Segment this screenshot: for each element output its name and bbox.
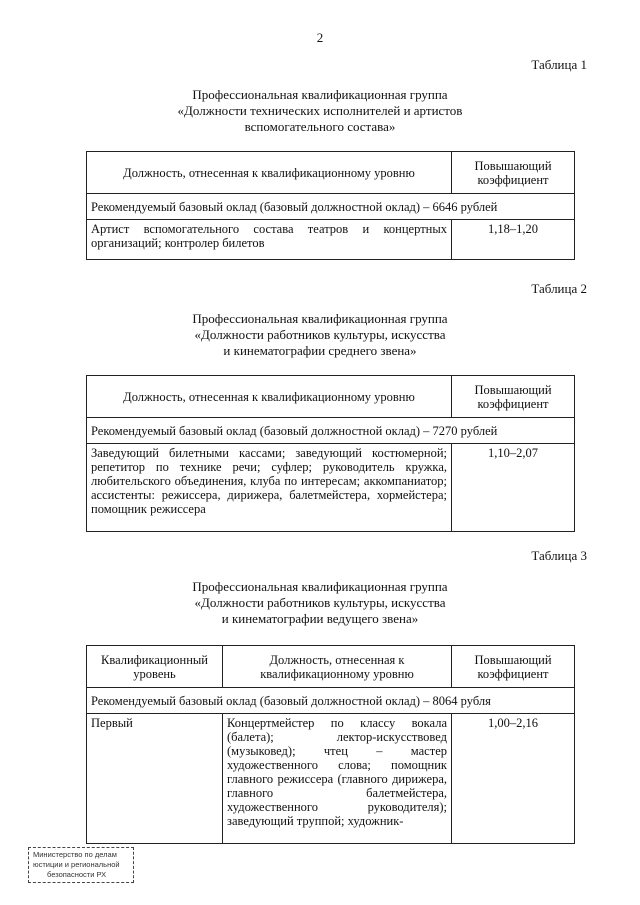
header-position-line: квалификационному уровню [260,666,414,681]
registration-stamp [28,847,134,883]
header-coef-line: коэффициент [477,396,549,411]
table-2-position-cell: Заведующий билетными кассами; заведующий костюмерной; репетитор по технике речи; суфлер; руководитель кружка, любительского объединения, клуба по интересам; аккомпаниатор; ассистенты: режиссера, дирижера, балетмейстера, хормейстера; помощник режиссера [87,444,452,532]
table-2-title-line: Профессиональная квалификационная группа [192,311,448,326]
header-coef-line: Повышающий [474,652,552,667]
stamp-line: безопасности РХ [47,870,107,879]
table-1-title-line: Профессиональная квалификационная группа [192,87,448,102]
table-2-title [120,311,520,359]
table-1-label: Таблица 1 [531,57,587,72]
table-2-title-line: «Должности работников культуры, искусства [194,327,446,342]
stamp-line: Министерство по делам [33,850,117,859]
header-coef-line: Повышающий [474,158,552,173]
table-2-label: Таблица 2 [531,281,587,296]
table-2 [86,375,575,532]
table-1-coef-cell: 1,18–1,20 [452,220,575,260]
table-2-title-line: и кинематографии среднего звена» [223,343,417,358]
header-position-line: Должность, отнесенная к [269,652,405,667]
table-1-header-coef [452,152,575,194]
table-1 [86,151,575,260]
table-3-salary-row: Рекомендуемый базовый оклад (базовый должностной оклад) – 8064 рубля [87,688,575,714]
table-3-header-coef [452,646,575,688]
table-3-level-cell: Первый [87,714,223,844]
table-2-salary-row: Рекомендуемый базовый оклад (базовый должностной оклад) – 7270 рублей [87,418,575,444]
table-3-title-line: Профессиональная квалификационная группа [192,579,448,594]
table-2-header-coef [452,376,575,418]
table-3-coef-cell: 1,00–2,16 [452,714,575,844]
table-2-coef-cell: 1,10–2,07 [452,444,575,532]
table-1-title [120,87,520,135]
table-3-position-cell: Концертмейстер по классу вокала (балета); лектор-искусствовед (музыковед); чтец – мастер художественного слова; помощник главного режиссера (главного дирижера, главного балетмейстера, художественного руководителя); заведующий труппой; художник- [223,714,452,844]
table-3-header-position [223,646,452,688]
page-number: 2 [316,30,324,45]
table-3-title [120,579,520,627]
table-1-header-position: Должность, отнесенная к квалификационному уровню [87,152,452,194]
table-3-title-line: «Должности работников культуры, искусства [194,595,446,610]
header-coef-line: коэффициент [477,172,549,187]
table-2-header-position: Должность, отнесенная к квалификационному уровню [87,376,452,418]
table-1-title-line: «Должности технических исполнителей и артистов [177,103,463,118]
header-coef-line: Повышающий [474,382,552,397]
stamp-line: юстиции и региональной [33,860,120,869]
table-1-title-line: вспомогательного состава» [244,119,396,134]
table-3-label: Таблица 3 [531,548,587,563]
header-level-line: Квалификационный [101,652,208,667]
table-1-salary-row: Рекомендуемый базовый оклад (базовый должностной оклад) – 6646 рублей [87,194,575,220]
header-level-line: уровень [133,666,176,681]
table-1-position-cell: Артист вспомогательного состава театров и концертных организаций; контролер билетов [87,220,452,260]
header-coef-line: коэффициент [477,666,549,681]
table-3-title-line: и кинематографии ведущего звена» [221,611,419,626]
table-3-header-level [87,646,223,688]
table-3 [86,645,575,844]
